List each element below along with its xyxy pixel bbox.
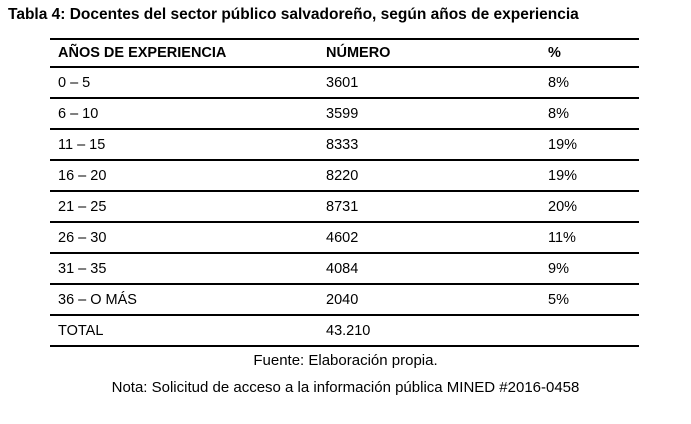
cell-experience: 31 – 35 — [58, 260, 107, 277]
cell-experience: 0 – 5 — [58, 74, 91, 91]
table-row — [50, 222, 639, 253]
cell-number: 8333 — [326, 136, 359, 153]
cell-percent: 5% — [548, 291, 569, 308]
table-row — [50, 67, 639, 98]
cell-experience: TOTAL — [58, 322, 104, 339]
header-cell-experience: AÑOS DE EXPERIENCIA — [58, 45, 227, 61]
cell-percent: 20% — [548, 198, 578, 215]
cell-experience: 16 – 20 — [58, 167, 107, 184]
cell-number: 3601 — [326, 74, 359, 91]
table-row — [50, 191, 639, 222]
cell-number: 3599 — [326, 105, 359, 122]
cell-percent: 19% — [548, 167, 578, 184]
table-row — [50, 160, 639, 191]
cell-number: 8220 — [326, 167, 359, 184]
table-row — [50, 98, 639, 129]
table-caption: Tabla 4: Docentes del sector público salvadoreño, según años de experiencia — [8, 6, 579, 23]
cell-experience: 26 – 30 — [58, 229, 107, 246]
cell-number: 8731 — [326, 198, 359, 215]
table-row — [50, 284, 639, 315]
cell-percent: 8% — [548, 105, 569, 122]
header-cell-number: NÚMERO — [326, 45, 391, 61]
experience-table — [50, 38, 639, 347]
cell-percent: 19% — [548, 136, 578, 153]
cell-experience: 36 – O MÁS — [58, 291, 137, 308]
table-row — [50, 129, 639, 160]
cell-number: 4602 — [326, 229, 359, 246]
header-cell-percent: % — [548, 45, 561, 61]
cell-experience: 11 – 15 — [58, 136, 106, 153]
cell-number: 4084 — [326, 260, 359, 277]
cell-number: 2040 — [326, 291, 359, 308]
table-header-row — [50, 39, 639, 67]
cell-number: 43.210 — [326, 322, 371, 339]
cell-experience: 6 – 10 — [58, 105, 99, 122]
table-row — [50, 253, 639, 284]
cell-percent: 9% — [548, 260, 569, 277]
cell-percent — [540, 315, 639, 346]
cell-percent: 11% — [548, 229, 576, 246]
cell-percent: 8% — [548, 74, 569, 91]
note-line: Nota: Solicitud de acceso a la información pública MINED #2016-0458 — [111, 379, 580, 396]
table-total-row — [50, 315, 639, 346]
source-line: Fuente: Elaboración propia. — [253, 352, 438, 369]
cell-experience: 21 – 25 — [58, 198, 107, 215]
